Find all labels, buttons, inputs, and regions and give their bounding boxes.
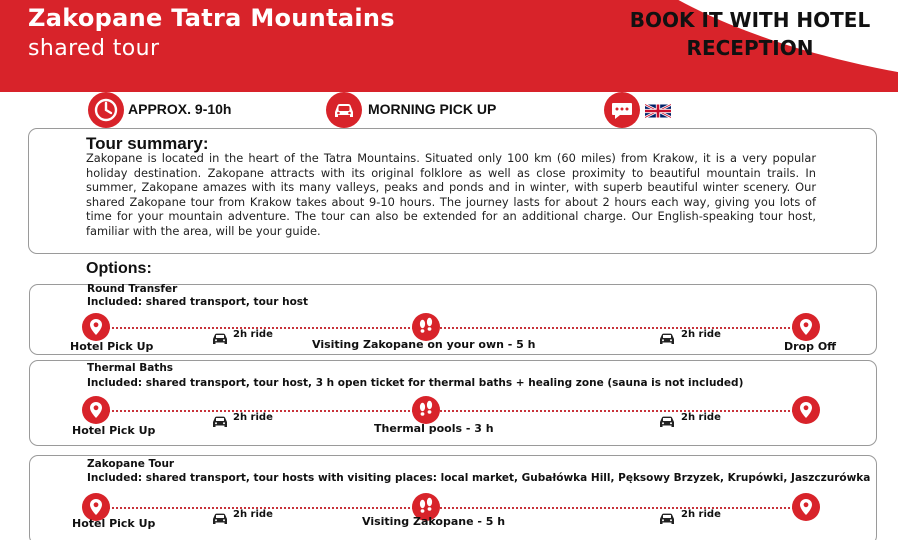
car-icon: [659, 330, 675, 342]
booking-note-line2: RECEPTION: [686, 36, 814, 60]
map-pin-icon: [81, 312, 111, 342]
option-name: Thermal Baths: [87, 362, 174, 374]
clock-icon: [88, 92, 124, 128]
ride-duration: 2h ride: [233, 329, 273, 340]
footprints-icon: [411, 395, 441, 425]
booking-note-line1: BOOK IT WITH HOTEL: [629, 8, 871, 32]
car-icon: [212, 510, 228, 522]
option-included: Included: shared transport, tour host, 3 h open ticket for thermal baths + healing zone (sauna is not included): [87, 377, 744, 389]
start-label: Hotel Pick Up: [70, 340, 154, 353]
page-title: Zakopane Tatra Mountains: [28, 4, 395, 32]
page-subtitle: shared tour: [28, 36, 160, 61]
car-icon: [212, 330, 228, 342]
ride-duration: 2h ride: [681, 412, 721, 423]
option-name: Zakopane Tour: [87, 458, 175, 470]
option-name: Round Transfer: [87, 283, 178, 295]
start-label: Hotel Pick Up: [72, 424, 156, 437]
map-pin-icon: [791, 492, 821, 522]
ride-duration: 2h ride: [681, 509, 721, 520]
middle-label: Visiting Zakopane - 5 h: [362, 515, 506, 528]
ride-duration: 2h ride: [233, 412, 273, 423]
map-pin-icon: [791, 395, 821, 425]
car-icon: [659, 413, 675, 425]
pickup-label: MORNING PICK UP: [368, 101, 497, 117]
summary-title: Tour summary:: [86, 134, 209, 153]
option-included: Included: shared transport, tour hosts with visiting places: local market, Gubałówka Hill, Pęksowy Brzyzek, Krupówki, Jaszczurówka: [87, 472, 871, 484]
ride-duration: 2h ride: [233, 509, 273, 520]
map-pin-icon: [81, 395, 111, 425]
chat-bubble-icon: [604, 92, 640, 128]
map-pin-icon: [791, 312, 821, 342]
booking-note: [600, 6, 898, 62]
middle-label: Visiting Zakopane on your own - 5 h: [312, 338, 536, 351]
car-icon: [659, 510, 675, 522]
english-flag-icon: [645, 103, 671, 117]
car-icon: [212, 413, 228, 425]
ride-duration: 2h ride: [681, 329, 721, 340]
end-label: Drop Off: [784, 340, 837, 353]
duration-label: APPROX. 9-10h: [128, 101, 232, 117]
start-label: Hotel Pick Up: [72, 517, 156, 530]
car-icon: [326, 92, 362, 128]
summary-text: Zakopane is located in the heart of the Tatra Mountains. Situated only 100 km (60 miles) from Krakow, it is a very popular holiday destination. Zakopane attracts with its original folklore as well as close proximity to beautiful mountain trails. In summer, Zakopane amazes with its many valleys, peaks and ponds and in winter, with superb beautiful winter scenery. Our shared Zakopane tour from Krakow takes about 9-10 hours. The journey lasts for about 2 hours each way, giving you lots of time for your mountain adventure. The tour can also be extended for an additional charge. Our English-speaking tour host, familiar with the area, will be your guide.: [86, 151, 816, 238]
middle-label: Thermal pools - 3 h: [374, 422, 494, 435]
option-included: Included: shared transport, tour host: [87, 296, 309, 308]
options-title: Options:: [86, 260, 152, 277]
